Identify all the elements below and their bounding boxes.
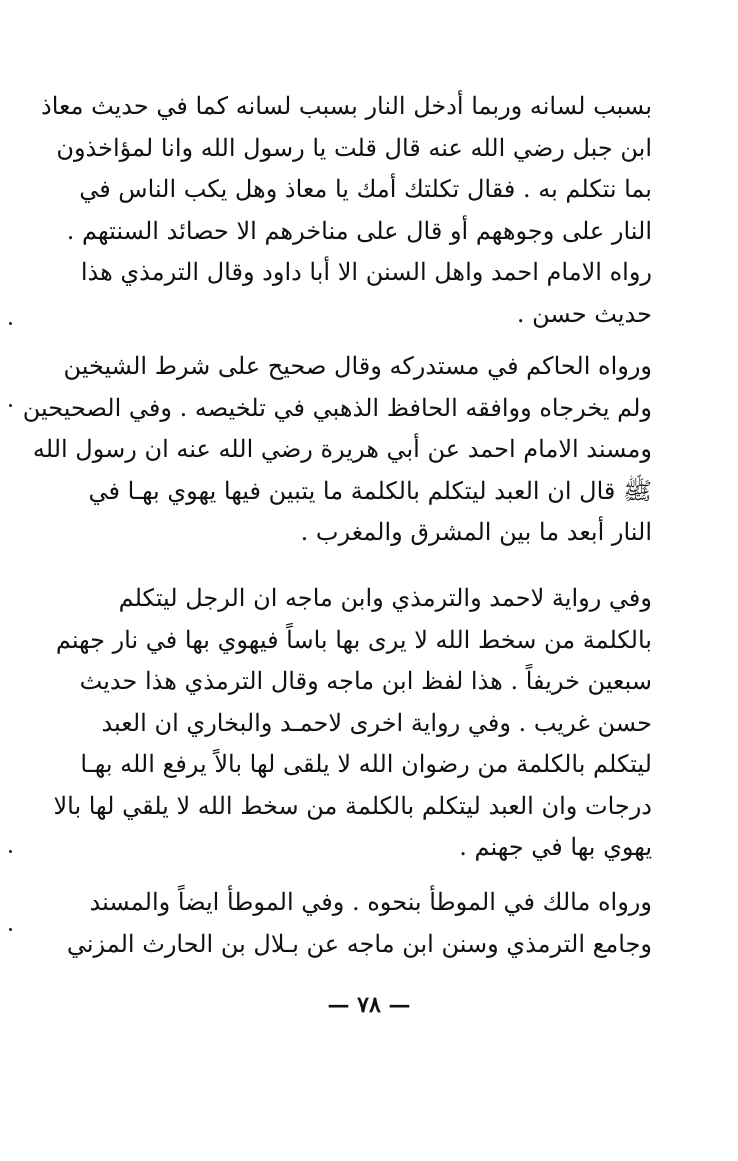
page-number: — ٧٨ — xyxy=(327,992,411,1018)
text-line: يهوي بها في جهنم . xyxy=(459,833,652,861)
text-line: ﷺ قال ان العبد ليتكلم بالكلمة ما يتبين فيها يهوي بهـا في xyxy=(88,476,652,505)
margin-dot xyxy=(9,928,12,931)
text-line: النار أبعد ما بين المشرق والمغرب . xyxy=(300,518,652,546)
paragraph-2 xyxy=(22,346,652,554)
text-line: حديث حسن . xyxy=(516,299,652,328)
text-line: ورواه الحاكم في مستدركه وقال صحيح على شرط الشيخين xyxy=(63,352,652,380)
text-line: رواه الامام احمد واهل السنن الا أبا داود وقال الترمذي هذا xyxy=(80,258,652,286)
text-line: سبعين خريفاً . هذا لفظ ابن ماجه وقال الترمذي هذا حديث xyxy=(79,667,652,695)
paragraph-4 xyxy=(66,882,652,965)
text-line: ومسند الامام احمد عن أبي هريرة رضي الله عنه ان رسول الله xyxy=(32,435,652,463)
text-line: درجات وان العبد ليتكلم بالكلمة من سخط الله لا يلقي لها بالا xyxy=(53,791,652,820)
text-line: ولم يخرجاه ووافقه الحافظ الذهبي في تلخيصه . وفي الصحيحين xyxy=(22,393,652,422)
paragraph-3 xyxy=(53,578,652,869)
text-line: بالكلمة من سخط الله لا يرى بها باساً فيهوي بها في نار جهنم xyxy=(55,625,652,654)
text-line: وجامع الترمذي وسنن ابن ماجه عن بـلال بن الحارث المزني xyxy=(66,929,652,958)
text-line: ليتكلم بالكلمة من رضوان الله لا يلقى لها بالاً يرفع الله بهـا xyxy=(80,750,652,778)
text-line: بما نتكلم به . فقال تكلتك أمك يا معاذ وهل يكب الناس في xyxy=(79,175,652,203)
text-line: ورواه مالك في الموطأ بنحوه . وفي الموطأ ايضاً والمسند xyxy=(89,888,652,916)
margin-dot xyxy=(9,850,12,853)
text-line: بسبب لسانه وربما أدخل النار بسبب لسانه كما في حديث معاذ xyxy=(41,92,652,120)
text-line: وفي رواية لاحمد والترمذي وابن ماجه ان الرجل ليتكلم xyxy=(118,584,652,612)
margin-dot xyxy=(9,322,12,325)
margin-dot xyxy=(9,404,12,407)
text-line: حسن غريب . وفي رواية اخرى لاحمـد والبخاري ان العبد xyxy=(101,708,652,737)
paragraph-1 xyxy=(41,86,652,335)
text-line: ابن جبل رضي الله عنه قال قلت يا رسول الله وانا لمؤاخذون xyxy=(56,133,652,162)
text-line: النار على وجوههم أو قال على مناخرهم الا حصائد السنتهم . xyxy=(66,216,652,245)
